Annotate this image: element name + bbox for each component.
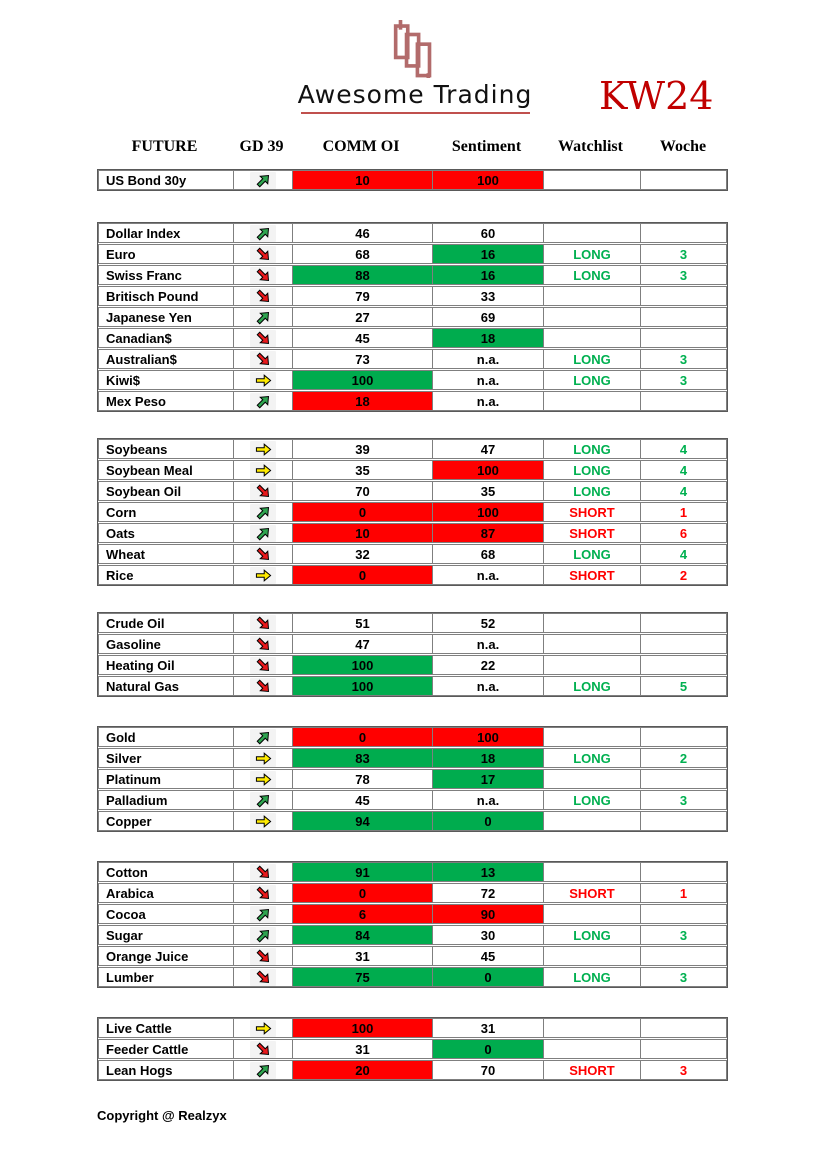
trend-sideways-icon [250,813,276,830]
watchlist-value: SHORT [544,884,641,902]
sentiment-value: 0 [433,968,544,986]
future-label: Crude Oil [99,614,234,632]
watchlist-value: SHORT [544,503,641,521]
comm-oi-value: 70 [293,482,433,500]
watchlist-value [544,308,641,326]
future-label: Lean Hogs [99,1061,234,1079]
table-row [98,655,727,675]
trend-up-icon [250,504,276,521]
woche-value [641,905,726,923]
watchlist-value: LONG [544,266,641,284]
future-label: Palladium [99,791,234,809]
table-row [98,727,727,747]
trend-sideways-icon [250,771,276,788]
woche-value: 1 [679,885,688,901]
futures-table-section [97,726,728,832]
future-label: Rice [99,566,234,584]
trend-down-icon [250,546,276,563]
watchlist-value: LONG [544,245,641,263]
woche-value: 1 [679,504,688,520]
future-label: Canadian$ [99,329,234,347]
woche-value: 4 [679,441,688,457]
future-label: Lumber [99,968,234,986]
future-label: Kiwi$ [99,371,234,389]
column-header: Sentiment [451,138,522,155]
woche-value [641,224,726,242]
comm-oi-value: 73 [293,350,433,368]
future-label: Soybeans [99,440,234,458]
future-label: Arabica [99,884,234,902]
watchlist-value: LONG [544,749,641,767]
watchlist-value [544,329,641,347]
comm-oi-value: 0 [293,566,433,584]
gd39-trend-cell [234,749,293,767]
gd39-trend-cell [234,266,293,284]
future-label: Euro [99,245,234,263]
table-row [98,883,727,903]
watchlist-value: LONG [544,461,641,479]
watchlist-value [544,770,641,788]
trend-up-icon [250,393,276,410]
future-label: Copper [99,812,234,830]
future-label: Japanese Yen [99,308,234,326]
woche-value: 3 [679,792,688,808]
future-label: US Bond 30y [99,171,234,189]
comm-oi-value: 0 [293,503,433,521]
gd39-trend-cell [234,392,293,410]
watchlist-value: LONG [544,350,641,368]
woche-value: 5 [679,678,688,694]
comm-oi-value: 100 [293,1019,433,1037]
table-row [98,286,727,306]
future-label: Live Cattle [99,1019,234,1037]
trend-down-icon [250,330,276,347]
future-label: Gold [99,728,234,746]
woche-value [641,171,726,189]
watchlist-value [544,171,641,189]
table-row [98,391,727,411]
candlestick-logo-icon [381,20,449,78]
futures-table-section [97,438,728,586]
table-row [98,904,727,924]
sentiment-value: 69 [433,308,544,326]
table-row [98,790,727,810]
trend-up-icon [250,525,276,542]
table-row [98,634,727,654]
trend-up-icon [250,906,276,923]
sentiment-value: 18 [433,749,544,767]
gd39-trend-cell [234,245,293,263]
trend-up-icon [250,309,276,326]
woche-value: 3 [679,351,688,367]
table-row [98,769,727,789]
gd39-trend-cell [234,968,293,986]
sentiment-value: n.a. [433,677,544,695]
watchlist-value [544,287,641,305]
table-row [98,481,727,501]
trend-down-icon [250,636,276,653]
watchlist-value [544,863,641,881]
column-header-row [97,135,728,159]
future-label: Mex Peso [99,392,234,410]
comm-oi-value: 100 [293,656,433,674]
sentiment-value: 35 [433,482,544,500]
column-header: GD 39 [239,138,284,155]
table-row [98,439,727,459]
woche-value: 2 [679,567,688,583]
gd39-trend-cell [234,1040,293,1058]
gd39-trend-cell [234,770,293,788]
watchlist-value: LONG [544,440,641,458]
watchlist-value [544,905,641,923]
sentiment-value: 60 [433,224,544,242]
sentiment-value: 87 [433,524,544,542]
brand-name: Awesome Trading [297,80,533,109]
comm-oi-value: 18 [293,392,433,410]
table-row [98,349,727,369]
watchlist-value [544,635,641,653]
future-label: Swiss Franc [99,266,234,284]
future-label: Sugar [99,926,234,944]
comm-oi-value: 35 [293,461,433,479]
woche-value: 3 [679,927,688,943]
column-header: Woche [659,138,707,155]
woche-value [641,1019,726,1037]
sentiment-value: 30 [433,926,544,944]
table-row [98,223,727,243]
watchlist-value: LONG [544,791,641,809]
woche-value: 4 [679,546,688,562]
table-row [98,170,727,190]
woche-value [641,614,726,632]
comm-oi-value: 94 [293,812,433,830]
trend-sideways-icon [250,1020,276,1037]
sentiment-value: 16 [433,266,544,284]
woche-value [641,728,726,746]
watchlist-value [544,224,641,242]
future-label: Oats [99,524,234,542]
table-row [98,946,727,966]
table-row [98,265,727,285]
watchlist-value: SHORT [544,566,641,584]
watchlist-value: LONG [544,482,641,500]
gd39-trend-cell [234,791,293,809]
trend-up-icon [250,729,276,746]
table-row [98,1060,727,1080]
comm-oi-value: 100 [293,371,433,389]
gd39-trend-cell [234,503,293,521]
trend-down-icon [250,615,276,632]
sentiment-value: n.a. [433,392,544,410]
gd39-trend-cell [234,524,293,542]
table-row [98,925,727,945]
gd39-trend-cell [234,329,293,347]
woche-value [641,308,726,326]
sentiment-value: 17 [433,770,544,788]
gd39-trend-cell [234,308,293,326]
table-row [98,748,727,768]
gd39-trend-cell [234,350,293,368]
comm-oi-value: 31 [293,947,433,965]
comm-oi-value: 75 [293,968,433,986]
comm-oi-value: 39 [293,440,433,458]
sentiment-value: n.a. [433,566,544,584]
gd39-trend-cell [234,863,293,881]
watchlist-value: LONG [544,968,641,986]
sentiment-value: 100 [433,171,544,189]
trend-sideways-icon [250,372,276,389]
future-label: Britisch Pound [99,287,234,305]
future-label: Wheat [99,545,234,563]
table-row [98,565,727,585]
sentiment-value: 47 [433,440,544,458]
trend-down-icon [250,678,276,695]
futures-table-section [97,861,728,988]
watchlist-value: LONG [544,545,641,563]
woche-value [641,812,726,830]
woche-value: 4 [679,483,688,499]
comm-oi-value: 10 [293,171,433,189]
gd39-trend-cell [234,656,293,674]
woche-value [641,863,726,881]
trend-down-icon [250,885,276,902]
woche-value: 3 [679,372,688,388]
woche-value [641,656,726,674]
table-row [98,1039,727,1059]
sentiment-value: n.a. [433,371,544,389]
trend-up-icon [250,927,276,944]
sentiment-value: n.a. [433,791,544,809]
sentiment-value: n.a. [433,635,544,653]
sentiment-value: 33 [433,287,544,305]
comm-oi-value: 46 [293,224,433,242]
comm-oi-value: 78 [293,770,433,788]
watchlist-value: LONG [544,926,641,944]
trend-up-icon [250,225,276,242]
comm-oi-value: 10 [293,524,433,542]
future-label: Orange Juice [99,947,234,965]
sentiment-value: 13 [433,863,544,881]
watchlist-value: LONG [544,371,641,389]
trend-down-icon [250,948,276,965]
sentiment-value: n.a. [433,350,544,368]
trend-down-icon [250,351,276,368]
sentiment-value: 52 [433,614,544,632]
gd39-trend-cell [234,440,293,458]
future-label: Natural Gas [99,677,234,695]
future-label: Silver [99,749,234,767]
gd39-trend-cell [234,171,293,189]
woche-value: 3 [679,246,688,262]
trend-down-icon [250,246,276,263]
sentiment-value: 45 [433,947,544,965]
gd39-trend-cell [234,947,293,965]
woche-value [641,329,726,347]
futures-table-section [97,1017,728,1081]
comm-oi-value: 45 [293,791,433,809]
gd39-trend-cell [234,635,293,653]
woche-value [641,287,726,305]
comm-oi-value: 0 [293,884,433,902]
watchlist-value: SHORT [544,1061,641,1079]
watchlist-value [544,947,641,965]
comm-oi-value: 79 [293,287,433,305]
table-row [98,676,727,696]
sentiment-value: 100 [433,503,544,521]
table-row [98,460,727,480]
woche-value: 6 [679,525,688,541]
comm-oi-value: 91 [293,863,433,881]
watchlist-value [544,728,641,746]
brand-underline [301,112,530,114]
sentiment-value: 70 [433,1061,544,1079]
gd39-trend-cell [234,224,293,242]
woche-value [641,392,726,410]
table-row [98,328,727,348]
column-header: COMM OI [322,138,400,155]
gd39-trend-cell [234,677,293,695]
comm-oi-value: 83 [293,749,433,767]
future-label: Dollar Index [99,224,234,242]
futures-table-section [97,612,728,697]
future-label: Gasoline [99,635,234,653]
woche-value: 3 [679,969,688,985]
sentiment-value: 100 [433,728,544,746]
table-row [98,370,727,390]
future-label: Corn [99,503,234,521]
futures-table-section [97,222,728,412]
gd39-trend-cell [234,884,293,902]
comm-oi-value: 100 [293,677,433,695]
trend-up-icon [250,792,276,809]
gd39-trend-cell [234,482,293,500]
sentiment-value: 90 [433,905,544,923]
gd39-trend-cell [234,905,293,923]
gd39-trend-cell [234,545,293,563]
comm-oi-value: 51 [293,614,433,632]
future-label: Heating Oil [99,656,234,674]
future-label: Australian$ [99,350,234,368]
trend-up-icon [250,1062,276,1079]
trend-sideways-icon [250,462,276,479]
trend-down-icon [250,969,276,986]
watchlist-value [544,614,641,632]
table-row [98,544,727,564]
table-row [98,307,727,327]
copyright-text: Copyright @ Realzyx [97,1108,227,1123]
comm-oi-value: 20 [293,1061,433,1079]
table-row [98,862,727,882]
gd39-trend-cell [234,1019,293,1037]
trend-sideways-icon [250,750,276,767]
future-label: Cotton [99,863,234,881]
comm-oi-value: 0 [293,728,433,746]
sentiment-value: 18 [433,329,544,347]
trend-sideways-icon [250,567,276,584]
watchlist-value [544,812,641,830]
sentiment-value: 0 [433,1040,544,1058]
future-label: Soybean Oil [99,482,234,500]
futures-table-section [97,169,728,191]
trend-down-icon [250,657,276,674]
comm-oi-value: 32 [293,545,433,563]
gd39-trend-cell [234,566,293,584]
table-row [98,523,727,543]
woche-value [641,635,726,653]
woche-value: 3 [679,267,688,283]
woche-value: 2 [679,750,688,766]
gd39-trend-cell [234,926,293,944]
comm-oi-value: 84 [293,926,433,944]
future-label: Cocoa [99,905,234,923]
table-row [98,502,727,522]
trend-sideways-icon [250,441,276,458]
table-row [98,1018,727,1038]
column-header: Watchlist [558,138,623,155]
sentiment-value: 31 [433,1019,544,1037]
comm-oi-value: 68 [293,245,433,263]
gd39-trend-cell [234,371,293,389]
future-label: Platinum [99,770,234,788]
trend-down-icon [250,483,276,500]
woche-value [641,947,726,965]
watchlist-value [544,1040,641,1058]
future-label: Feeder Cattle [99,1040,234,1058]
sentiment-value: 68 [433,545,544,563]
watchlist-value [544,656,641,674]
watchlist-value [544,1019,641,1037]
sentiment-value: 72 [433,884,544,902]
gd39-trend-cell [234,287,293,305]
gd39-trend-cell [234,812,293,830]
sentiment-value: 16 [433,245,544,263]
table-row [98,613,727,633]
column-header: FUTURE [131,138,198,155]
woche-value: 4 [679,462,688,478]
trend-down-icon [250,288,276,305]
sentiment-value: 0 [433,812,544,830]
watchlist-value: SHORT [544,524,641,542]
watchlist-value [544,392,641,410]
comm-oi-value: 88 [293,266,433,284]
sentiment-value: 100 [433,461,544,479]
woche-value [641,770,726,788]
table-row [98,811,727,831]
future-label: Soybean Meal [99,461,234,479]
comm-oi-value: 47 [293,635,433,653]
watchlist-value: LONG [544,677,641,695]
table-row [98,967,727,987]
woche-value [641,1040,726,1058]
comm-oi-value: 31 [293,1040,433,1058]
comm-oi-value: 6 [293,905,433,923]
trend-down-icon [250,864,276,881]
woche-value: 3 [679,1062,688,1078]
week-badge: KW24 [599,74,714,118]
gd39-trend-cell [234,728,293,746]
trend-up-icon [250,172,276,189]
sentiment-value: 22 [433,656,544,674]
gd39-trend-cell [234,614,293,632]
trend-down-icon [250,267,276,284]
table-row [98,244,727,264]
comm-oi-value: 27 [293,308,433,326]
gd39-trend-cell [234,461,293,479]
gd39-trend-cell [234,1061,293,1079]
comm-oi-value: 45 [293,329,433,347]
trend-down-icon [250,1041,276,1058]
